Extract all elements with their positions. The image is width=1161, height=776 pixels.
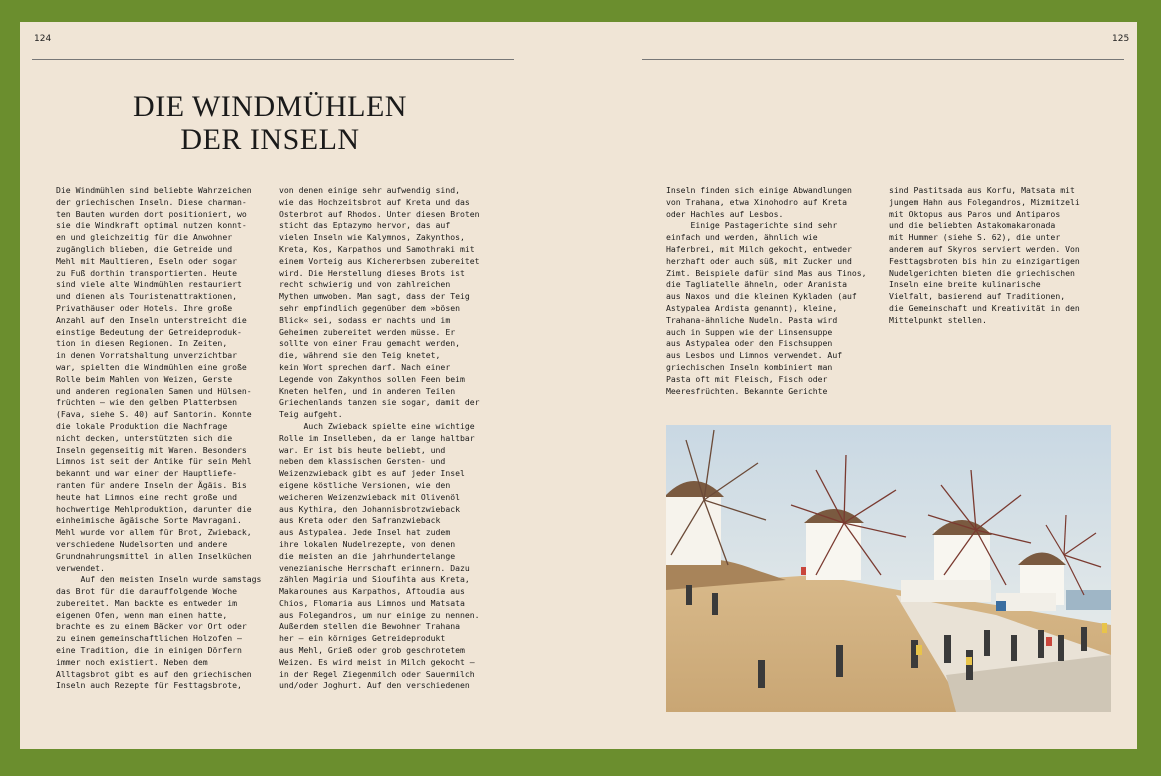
windmills-illustration — [666, 425, 1111, 712]
windmills-photo — [666, 425, 1111, 712]
text-column-2: von denen einige sehr aufwendig sind, wie das Hochzeitsbrot auf Kreta und das Osterbrot auf Rhodos. Unter diesen Broten sticht das Eptazymo hervor, das auf vielen Inseln wie Kalymnos, Zakynthos, Kreta, Kos, Karpathos und Samothraki mit einem Vorteig aus Kichererbsen zubereitet wird. Die Herstellung dieses Brots ist recht schwierig und von zahlreichen Mythen umwoben. Man sagt, dass der Teig sehr empfindlich gegenüber dem »bösen Blick« sei, sodass er nachts und im Geheimen zubereitet werden müsse. Er sollte von einer Frau gemacht werden, die, während sie den Teig knetet, kein Wort sprechen darf. Nach einer Legende von Zakynthos sollen Feen beim Kneten helfen, und in anderen Teilen Griechenlands tanzen sie sogar, damit der Teig aufgeht. Auch Zwieback spielte eine wichtige Rolle im Inselleben, da er lange haltbar war. Er ist bis heute beliebt, und neben dem klassischen Gersten- und Weizenzwieback gibt es auf jeder Insel eigene köstliche Versionen, wie den weicheren Weizenzwieback mit Olivenöl aus Kythira, den Johannisbrotzwieback aus Kreta oder den Safranzwieback aus Astypalea. Jede Insel hat zudem ihre lokalen Nudelrezepte, von denen die meisten an die jahrhundertelange venezianische Herrschaft erinnern. Dazu zählen Magiria und Sioufihta aus Kreta, Makarounes aus Karpathos, Aftoudia aus Chios, Flomaria aus Limnos und Matsata aus Folegandros, um nur einige zu nennen. Außerdem stellen die Bewohner Trahana her – ein körniges Getreideprodukt aus Mehl, Grieß oder grob geschrotetem Weizen. Es wird meist in Milch gekocht – in der Regel Ziegenmilch oder Sauermilch und/oder Joghurt. Auf den verschiedenen — [279, 185, 480, 691]
left-header-rule — [32, 59, 514, 60]
text-column-4: sind Pastitsada aus Korfu, Matsata mit jungem Hahn aus Folegandros, Mizmitzeli mit Oktopus aus Paros und Antiparos und die beliebten Astakomakaronada mit Hummer (siehe S. 62), die unter anderem auf Skyros serviert werden. Von Festtagsbroten bis hin zu einzigartigen Nudelgerichten bieten die griechischen Inseln eine breite kulinarische Vielfalt, basierend auf Traditionen, die Gemeinschaft und Kreativität in den Mittelpunkt stellen. — [889, 185, 1080, 325]
title-line-2: DER INSELN — [180, 123, 360, 156]
title-line-1: DIE WINDMÜHLEN — [133, 90, 407, 123]
text-column-1: Die Windmühlen sind beliebte Wahrzeichen der griechischen Inseln. Diese charman- ten Bauten wurden dort positioniert, wo sie die Windkraft optimal nutzen konnt- en und gleichzeitig für die Anwohner zugänglich blieben, die Getreide und Mehl mit Maultieren, Eseln oder sogar zu Fuß dorthin transportierten. Heute sind viele alte Windmühlen restauriert und dienen als Touristenattraktionen, Privathäuser oder Hotels. Ihre große Anzahl auf den Inseln unterstreicht die einstige Bedeutung der Getreideproduk- tion in diesen Regionen. In Zeiten, in denen Vorratshaltung unverzichtbar war, spielten die Windmühlen eine große Rolle beim Mahlen von Weizen, Gerste und anderen regionalen Samen und Hülsen- früchten – wie den gelben Platterbsen (Fava, siehe S. 40) auf Santorin. Konnte die lokale Produktion die Nachfrage nicht decken, unterstützten sich die Inseln gegenseitig mit Waren. Besonders Limnos ist seit der Antike für sein Mehl bekannt und war einer der Hauptliefe- ranten für andere Inseln der Ägäis. Bis heute hat Limnos eine recht große und hochwertige Mehlproduktion, darunter die einheimische ägäische Sorte Mavragani. Mehl wurde vor allem für Brot, Zwieback, verschiedene Nudelsorten und andere Grundnahrungsmittel in allen Inselküchen verwendet. Auf den meisten Inseln wurde samstags das Brot für die darauffolgende Woche zubereitet. Man backte es entweder im eigenen Ofen, wenn man einen hatte, brachte es zu einem Bäcker vor Ort oder zu einem gemeinschaftlichen Holzofen – eine Tradition, die in einigen Dörfern immer noch existiert. Neben dem Alltagsbrot gibt es auf den griechischen Inseln auch Rezepte für Festtagsbrote, — [56, 185, 262, 691]
left-page-number: 124 — [34, 34, 52, 44]
right-header-rule — [642, 59, 1124, 60]
right-page-number: 125 — [1112, 34, 1130, 44]
page-title — [110, 90, 430, 156]
book-spread — [20, 22, 1137, 749]
text-column-3: Inseln finden sich einige Abwandlungen von Trahana, etwa Xinohodro auf Kreta oder Hachles auf Lesbos. Einige Pastagerichte sind sehr einfach und werden, ähnlich wie Haferbrei, mit Milch gekocht, entweder herzhaft oder auch süß, mit Zucker und Zimt. Beispiele dafür sind Mas aus Tinos, die Tagliatelle ähneln, oder Aranista aus Naxos und die kleinen Kykladen (auf Astypalea Ardista genannt), kleine, Trahana-ähnliche Nudeln. Pasta wird auch in Suppen wie der Linsensuppe aus Astypalea oder den Fischsuppen aus Lesbos und Limnos verwendet. Auf griechischen Inseln kombiniert man Pasta oft mit Fleisch, Fisch oder Meeresfrüchten. Bekannte Gerichte — [666, 185, 867, 396]
